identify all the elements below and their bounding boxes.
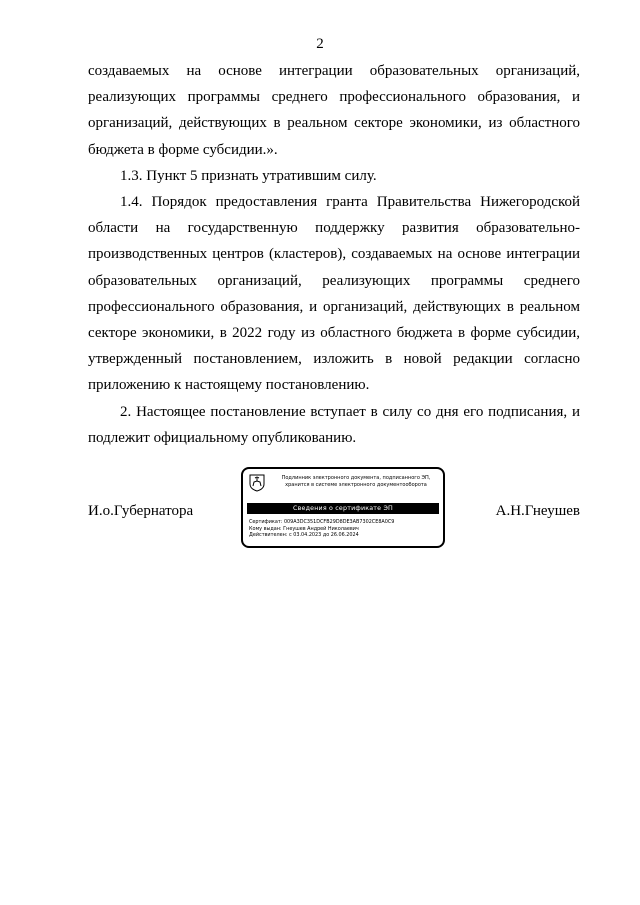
- valid-value: с 03.04.2023 до 26.06.2024: [289, 532, 359, 539]
- stamp-header-line-2: хранится в системе электронного документооборота: [285, 482, 427, 488]
- signatory-name: А.Н.Гнеушев: [495, 503, 580, 519]
- certificate-label: Сертификат:: [249, 519, 283, 525]
- stamp-valid-row: [249, 532, 441, 539]
- document-body: [88, 58, 580, 451]
- stamp-title: Сведения о сертификате ЭП: [247, 503, 439, 514]
- paragraph-continuation: создаваемых на основе интеграции образовательных организаций, реализующих программы среднего профессионального образования, и организаций, действующих в реальном секторе экономики, из областного бюджета в форме субсидии.».: [88, 63, 580, 158]
- paragraph-1-3: 1.3. Пункт 5 признать утратившим силу.: [120, 167, 377, 184]
- stamp-certificate-row: [249, 519, 441, 526]
- valid-label: Действителен:: [249, 532, 288, 539]
- page-number: 2: [316, 36, 324, 52]
- electronic-signature-stamp: [241, 467, 445, 548]
- signatory-position: И.о.Губернатора: [88, 503, 194, 519]
- paragraph-1-4: 1.4. Порядок предоставления гранта Правительства Нижегородской области на государственную поддержку развития образовательно-производственных центров (кластеров), создаваемых на основе интеграции образовательных организаций, реализующих программы среднего профессионального образования, и организаций, действующих в реальном секторе экономики, в 2022 году из областного бюджета в форме субсидии, утвержденный постановлением, изложить в новой редакции согласно приложению к настоящему постановлению.: [88, 194, 580, 394]
- stamp-header-line-1: Подлинник электронного документа, подписанного ЭП,: [281, 475, 431, 481]
- stamp-header: [271, 475, 441, 489]
- certificate-value: 009A3DC351DCFB29D8DE3AB7302CE8A0C9: [283, 519, 395, 525]
- owner-value: Гнеушев Андрей Николаевич: [283, 525, 359, 532]
- coat-of-arms-icon: [249, 474, 265, 492]
- owner-label: Кому выдан:: [249, 525, 282, 532]
- stamp-details: [249, 519, 441, 539]
- paragraph-2: 2. Настоящее постановление вступает в силу со дня его подписания, и подлежит официальному опубликованию.: [88, 403, 580, 446]
